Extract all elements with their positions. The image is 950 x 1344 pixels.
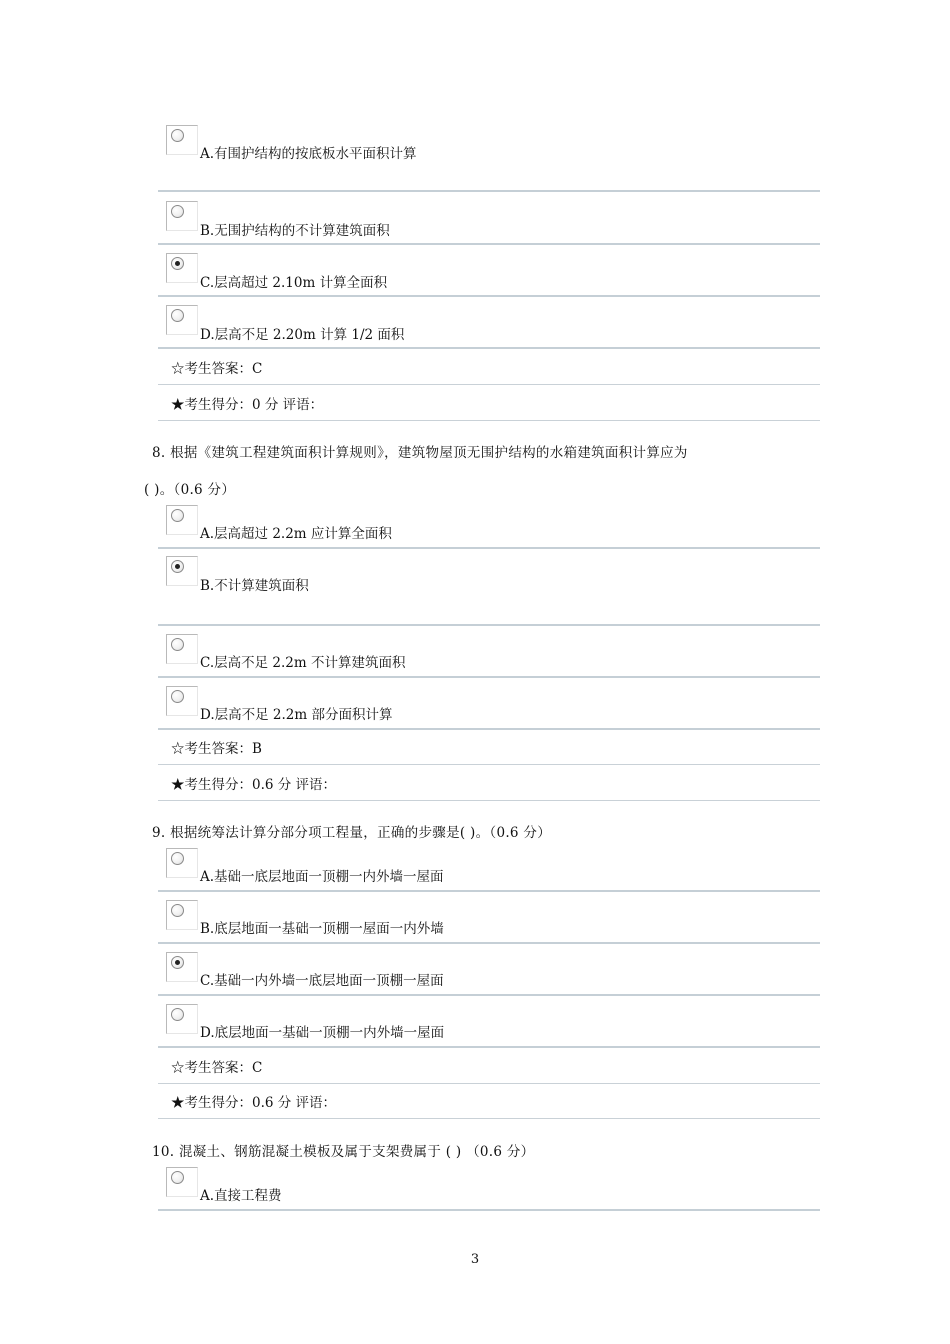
- q8-option-d-label: D.层高不足 2.2m 部分面积计算: [200, 707, 393, 723]
- q8-score: ★考生得分：0.6 分 评语：: [171, 777, 337, 793]
- option-divider: [158, 347, 820, 349]
- q10-option-a-label: A.直接工程费: [200, 1188, 282, 1204]
- option-divider: [158, 243, 820, 245]
- q8-question-text: 8. 根据《建筑工程建筑面积计算规则》，建筑物屋顶无围护结构的水箱建筑面积计算应为: [152, 445, 688, 461]
- q9-option-c-radio[interactable]: [166, 952, 198, 982]
- q9-option-a-radio[interactable]: [166, 848, 198, 878]
- q10-question-text: 10. 混凝土、钢筋混凝土模板及属于支架费属于 ( ) （0.6 分）: [152, 1144, 535, 1160]
- option-divider: [158, 676, 820, 678]
- q9-option-d-label: D.底层地面一基础一顶棚一内外墙一屋面: [200, 1025, 445, 1041]
- q8-answer: ☆考生答案：B: [171, 741, 262, 757]
- q7-option-a-label: A.有围护结构的按底板水平面积计算: [200, 146, 417, 162]
- q9-option-a-label: A.基础一底层地面一顶棚一内外墙一屋面: [200, 869, 444, 885]
- option-divider: [158, 1046, 820, 1048]
- q8-option-b-label: B.不计算建筑面积: [200, 578, 309, 594]
- page-number: 3: [470, 1252, 480, 1267]
- q8-option-b-radio[interactable]: [166, 556, 198, 586]
- q7-score: ★考生得分：0 分 评语：: [171, 397, 324, 413]
- q7-option-d-label: D.层高不足 2.20m 计算 1/2 面积: [200, 327, 405, 343]
- q7-option-d-radio[interactable]: [166, 305, 198, 335]
- q10-option-a-radio[interactable]: [166, 1167, 198, 1197]
- q9-question-text: 9. 根据统筹法计算分部分项工程量，正确的步骤是( )。（0.6 分）: [152, 825, 552, 841]
- q8-question-text-cont: ( )。（0.6 分）: [144, 482, 236, 498]
- q9-score: ★考生得分：0.6 分 评语：: [171, 1095, 337, 1111]
- option-divider: [158, 994, 820, 996]
- option-divider: [158, 728, 820, 730]
- option-divider: [158, 1209, 820, 1211]
- meta-divider: [158, 800, 820, 801]
- option-divider: [158, 942, 820, 944]
- meta-divider: [158, 420, 820, 421]
- q7-answer: ☆考生答案：C: [171, 361, 263, 377]
- q9-option-b-label: B.底层地面一基础一顶棚一屋面一内外墙: [200, 921, 444, 937]
- option-divider: [158, 547, 820, 549]
- q9-option-d-radio[interactable]: [166, 1004, 198, 1034]
- meta-divider: [158, 1118, 820, 1119]
- q9-option-b-radio[interactable]: [166, 900, 198, 930]
- q8-option-a-label: A.层高超过 2.2m 应计算全面积: [200, 526, 392, 542]
- q8-option-c-label: C.层高不足 2.2m 不计算建筑面积: [200, 655, 406, 671]
- option-divider: [158, 624, 820, 626]
- meta-divider: [158, 1083, 820, 1084]
- option-divider: [158, 190, 820, 192]
- q8-option-d-radio[interactable]: [166, 686, 198, 716]
- q9-answer: ☆考生答案：C: [171, 1060, 263, 1076]
- q7-option-b-radio[interactable]: [166, 201, 198, 231]
- option-divider: [158, 295, 820, 297]
- q7-option-c-radio[interactable]: [166, 253, 198, 283]
- q7-option-c-label: C.层高超过 2.10m 计算全面积: [200, 275, 388, 291]
- q8-option-c-radio[interactable]: [166, 634, 198, 664]
- q7-option-a-radio[interactable]: [166, 125, 198, 155]
- option-divider: [158, 890, 820, 892]
- meta-divider: [158, 764, 820, 765]
- meta-divider: [158, 384, 820, 385]
- q9-option-c-label: C.基础一内外墙一底层地面一顶棚一屋面: [200, 973, 444, 989]
- q8-option-a-radio[interactable]: [166, 505, 198, 535]
- q7-option-b-label: B.无围护结构的不计算建筑面积: [200, 223, 390, 239]
